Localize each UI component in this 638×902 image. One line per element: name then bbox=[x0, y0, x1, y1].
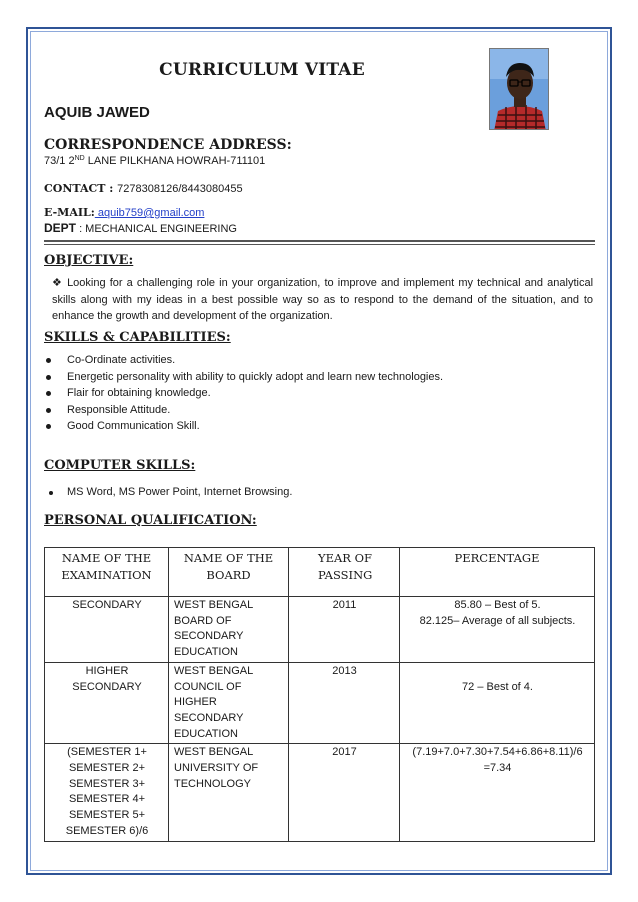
cell-year: 2013 bbox=[289, 662, 400, 744]
cell-year: 2017 bbox=[289, 744, 400, 841]
cell-percentage: 85.80 – Best of 5. 82.125– Average of all subjects. bbox=[400, 597, 595, 663]
objective-heading: OBJECTIVE: bbox=[44, 253, 134, 268]
objective-body: Looking for a challenging role in your organization, to improve and implement my technical and analytical skills along with my ideas in a best possible way so as to respond to the demand of the situation, and to enhance the growth and development of the organization. bbox=[52, 277, 594, 322]
header-year: YEAR OF PASSING bbox=[289, 548, 400, 597]
qualification-heading: PERSONAL QUALIFICATION: bbox=[44, 513, 257, 528]
header-examination: NAME OF THE EXAMINATION bbox=[45, 548, 169, 597]
contact-line bbox=[44, 182, 243, 195]
profile-photo bbox=[489, 48, 549, 130]
address-superscript: ND bbox=[74, 155, 85, 162]
candidate-name: AQUIB JAWED bbox=[44, 104, 150, 121]
qualification-table bbox=[44, 547, 595, 842]
cell-board: WEST BENGAL UNIVERSITY OF TECHNOLOGY bbox=[169, 744, 289, 841]
header-percentage: PERCENTAGE bbox=[400, 548, 595, 597]
dept-value: : MECHANICAL ENGINEERING bbox=[76, 223, 237, 235]
diamond-bullet-icon: ❖ bbox=[52, 277, 68, 289]
list-item: Energetic personality with ability to quickly adopt and learn new technologies. bbox=[44, 369, 443, 386]
header-board: NAME OF THE BOARD bbox=[169, 548, 289, 597]
cell-year: 2011 bbox=[289, 597, 400, 663]
list-item: Responsible Attitude. bbox=[44, 402, 443, 419]
skills-list bbox=[44, 352, 443, 435]
cell-board: WEST BENGAL COUNCIL OF HIGHER SECONDARY EDUCATION bbox=[169, 662, 289, 744]
address-heading: CORRESPONDENCE ADDRESS: bbox=[44, 137, 292, 153]
computer-skills-heading: COMPUTER SKILLS: bbox=[44, 458, 196, 473]
header-divider-thin bbox=[44, 244, 595, 245]
email-label: E-MAIL: bbox=[44, 206, 95, 219]
table-row bbox=[45, 744, 595, 841]
computer-skills-list bbox=[44, 484, 292, 501]
cell-board: WEST BENGAL BOARD OF SECONDARY EDUCATION bbox=[169, 597, 289, 663]
header-divider bbox=[44, 240, 595, 242]
table-row bbox=[45, 597, 595, 663]
table-header-row bbox=[45, 548, 595, 597]
contact-value: 7278308126/8443080455 bbox=[117, 183, 243, 195]
email-link[interactable]: aquib759@gmail.com bbox=[94, 207, 205, 219]
skills-heading: SKILLS & CAPABILITIES: bbox=[44, 330, 231, 345]
dept-line bbox=[44, 221, 237, 235]
contact-label: CONTACT : bbox=[44, 182, 118, 195]
address-prefix: 73/1 2 bbox=[44, 155, 75, 167]
document-title: CURRICULUM VITAE bbox=[159, 60, 365, 80]
cell-percentage: (7.19+7.0+7.30+7.54+6.86+8.11)/6 =7.34 bbox=[400, 744, 595, 841]
cell-percentage: 72 – Best of 4. bbox=[400, 662, 595, 744]
list-item: Good Communication Skill. bbox=[44, 418, 443, 435]
list-item: Flair for obtaining knowledge. bbox=[44, 385, 443, 402]
dept-label: DEPT bbox=[44, 221, 77, 235]
address-suffix: LANE PILKHANA HOWRAH-711101 bbox=[84, 155, 266, 167]
address-line bbox=[44, 155, 265, 167]
list-item: Co-Ordinate activities. bbox=[44, 352, 443, 369]
table-row bbox=[45, 662, 595, 744]
objective-text bbox=[52, 275, 593, 325]
cell-exam: HIGHER SECONDARY bbox=[45, 662, 169, 744]
cell-exam: (SEMESTER 1+ SEMESTER 2+ SEMESTER 3+ SEMESTER 4+ SEMESTER 5+ SEMESTER 6)/6 bbox=[45, 744, 169, 841]
cell-exam: SECONDARY bbox=[45, 597, 169, 663]
email-line bbox=[44, 206, 204, 219]
list-item: MS Word, MS Power Point, Internet Browsing. bbox=[44, 484, 292, 501]
